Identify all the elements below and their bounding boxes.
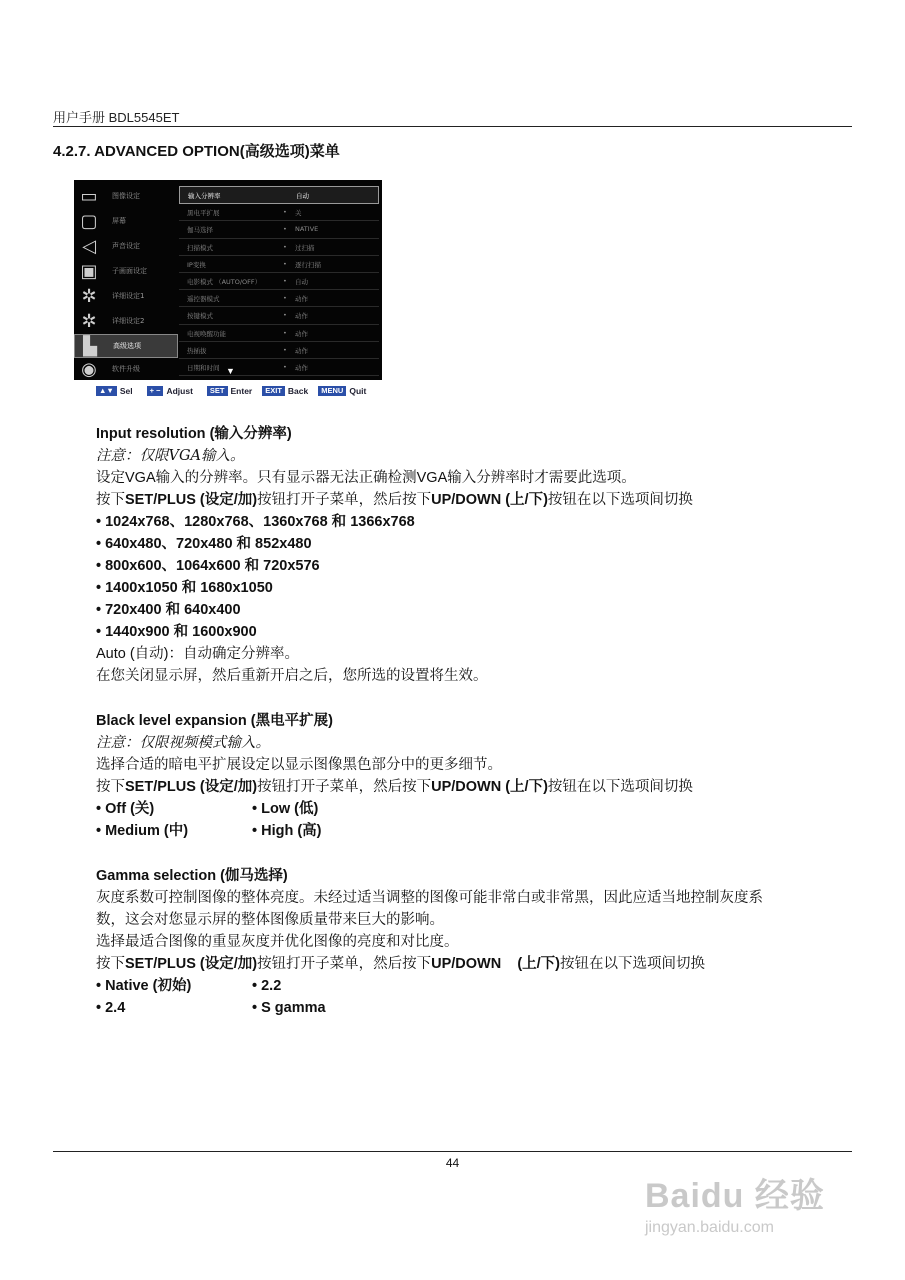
list-item: • Native (初始) <box>96 978 192 994</box>
scroll-down-arrow-icon: ▼ <box>226 366 235 376</box>
osd-row: 按键模式 • 动作 <box>179 307 379 324</box>
pip-icon: ▣ <box>80 261 98 281</box>
osd-row: 遥控器模式 • 动作 <box>179 290 379 307</box>
osd-row: 日期和时间 • 动作 <box>179 359 379 376</box>
osd-sidebar-item: ▭ 图像设定 <box>74 184 178 208</box>
screen-icon: ▢ <box>80 211 98 231</box>
osd-row: 黑电平扩展 • 关 <box>179 204 379 221</box>
black-level-desc: 选择合适的暗电平扩展设定以显示图像黑色部分中的更多细节。 <box>96 757 502 773</box>
input-resolution-desc: 设定VGA输入的分辨率。只有显示器无法正确检测VGA输入分辨率时才需要此选项。 <box>96 470 636 486</box>
speaker-icon: ◁ <box>82 236 96 256</box>
gamma-desc-line1: 灰度系数可控制图像的整体亮度。未经过适当调整的图像可能非常白或非常黑，因此应适当地控制灰度系 <box>96 890 763 906</box>
list-item: • 1400x1050 和 1680x1050 <box>96 580 273 596</box>
gamma-heading: Gamma selection (伽马选择) <box>96 868 288 884</box>
black-level-instruction: 按下SET/PLUS (设定/加)按钮打开子菜单，然后按下UP/DOWN (上/下)按钮在以下选项间切换 <box>96 779 693 795</box>
osd-sidebar-item: ▢ 屏幕 <box>74 209 178 233</box>
osd-sidebar-item: ✲ 详细设定1 <box>74 284 178 308</box>
osd-sidebar <box>74 180 178 380</box>
list-item: • 2.4 <box>96 1000 126 1016</box>
input-resolution-instruction: 按下SET/PLUS (设定/加)按钮打开子菜单，然后按下UP/DOWN (上/下)按钮在以下选项间切换 <box>96 492 693 508</box>
list-item: • High (高) <box>252 823 322 839</box>
osd-menu-screenshot <box>74 180 382 380</box>
osd-sidebar-item: ◉ 软件升级 <box>74 357 178 380</box>
gamma-instruction: 按下SET/PLUS (设定/加)按钮打开子菜单，然后按下UP/DOWN (上/下)按钮在以下选项间切换 <box>96 956 706 972</box>
watermark-url: jingyan.baidu.com <box>645 1219 774 1236</box>
gamma-desc-line2: 数，这会对您显示屏的整体图像质量带来巨大的影响。 <box>96 912 444 928</box>
list-item: • 1440x900 和 1600x900 <box>96 624 257 640</box>
advanced-icon: ▙ <box>83 336 97 356</box>
menu-key-icon: MENU <box>318 386 346 396</box>
list-item: • 1024x768、1280x768、1360x768 和 1366x768 <box>96 514 415 530</box>
apply-note: 在您关闭显示屏，然后重新开启之后，您所选的设置将生效。 <box>96 668 488 684</box>
up-down-key-icon: ▲▼ <box>96 386 117 396</box>
osd-option-list <box>179 186 379 376</box>
list-item: • 800x600、1064x600 和 720x576 <box>96 558 320 574</box>
gear-icon: ✲ <box>81 286 97 306</box>
watermark-brand: Baidu 经验 <box>645 1177 825 1215</box>
upgrade-icon: ◉ <box>81 359 97 379</box>
page-number: 44 <box>445 1156 460 1170</box>
osd-row: 输入分辨率 自动 <box>179 186 379 204</box>
gamma-options-row <box>96 975 496 997</box>
picture-icon: ▭ <box>80 186 98 206</box>
list-item: • Low (低) <box>252 801 319 817</box>
osd-row: 热插拔 • 动作 <box>179 342 379 359</box>
section-title: 4.2.7. ADVANCED OPTION(高级选项)菜单 <box>53 143 340 160</box>
list-item: • Off (关) <box>96 801 155 817</box>
header-divider <box>53 126 852 127</box>
input-resolution-heading: Input resolution (输入分辨率) <box>96 426 292 442</box>
black-level-options-row <box>96 820 496 842</box>
osd-key-legend: ▲▼ Sel + − Adjust SET Enter EXIT Back MENU Quit <box>96 386 380 396</box>
list-item: • 640x480、720x480 和 852x480 <box>96 536 312 552</box>
black-level-note: 注意：仅限视频模式输入。 <box>96 735 270 751</box>
plus-minus-key-icon: + − <box>147 386 164 396</box>
osd-row: 伽马选择 • NATIVE <box>179 221 379 238</box>
list-item: • S gamma <box>252 1000 326 1016</box>
set-key-icon: SET <box>207 386 228 396</box>
footer-divider <box>53 1151 852 1152</box>
input-resolution-note: 注意：仅限VGA输入。 <box>96 448 245 464</box>
baidu-watermark <box>645 1168 845 1263</box>
osd-sidebar-item: ▣ 子画面设定 <box>74 259 178 283</box>
osd-row: 电影模式 （AUTO/OFF） • 自动 <box>179 273 379 290</box>
osd-sidebar-item-active: ▙ 高级选项 <box>74 334 178 358</box>
list-item: • 720x400 和 640x400 <box>96 602 241 618</box>
exit-key-icon: EXIT <box>262 386 285 396</box>
osd-row: IP变换 • 逐行扫描 <box>179 256 379 273</box>
gear-icon: ✲ <box>81 311 97 331</box>
auto-description: Auto (自动)：自动确定分辨率。 <box>96 646 300 662</box>
gamma-options-row <box>96 997 496 1019</box>
osd-sidebar-item: ◁ 声音设定 <box>74 234 178 258</box>
osd-sidebar-item: ✲ 详细设定2 <box>74 309 178 333</box>
black-level-heading: Black level expansion (黑电平扩展) <box>96 713 333 729</box>
black-level-options-row <box>96 798 496 820</box>
list-item: • 2.2 <box>252 978 282 994</box>
osd-row: 扫描模式 • 过扫描 <box>179 239 379 256</box>
gamma-desc-line3: 选择最适合图像的重显灰度并优化图像的亮度和对比度。 <box>96 934 459 950</box>
osd-row: 电视唤醒功能 • 动作 <box>179 325 379 342</box>
document-header: 用户手册 BDL5545ET <box>53 110 180 125</box>
list-item: • Medium (中) <box>96 823 189 839</box>
